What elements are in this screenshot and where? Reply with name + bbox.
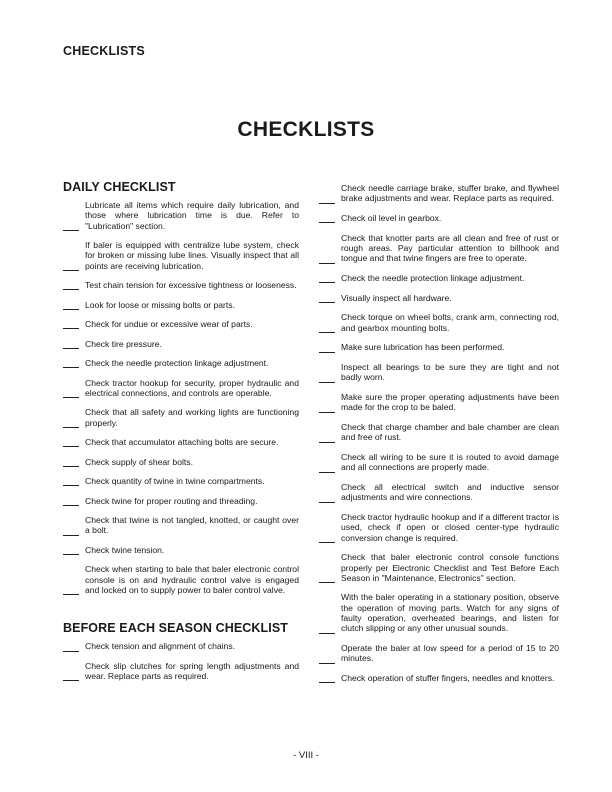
season-checklist (63, 641, 299, 681)
checkbox-blank (319, 673, 335, 683)
checkbox-blank (319, 654, 335, 664)
checklist-item (63, 300, 299, 310)
page-number: - VIII - (293, 750, 319, 761)
checklist-item (319, 392, 559, 413)
checklist-item (63, 564, 299, 595)
checklist-item-text: Check slip clutches for spring length adjustments and wear. Replace parts as required. (85, 660, 299, 682)
checklist-item (319, 183, 559, 204)
checkbox-blank (319, 213, 335, 223)
checkbox-blank (319, 403, 335, 413)
checklist-item-text: Make sure the proper operating adjustments have been made for the crop to be baled. (341, 391, 559, 413)
checklist-item (63, 200, 299, 231)
checklist-item-text: Check that all safety and working lights are functioning properly. (85, 407, 299, 428)
checklist-item-text: Check all electrical switch and inductive sensor adjustments and wire connections. (341, 481, 559, 503)
checklist-item-text: Check when starting to bale that baler electronic control console is on and hydraulic control valve is engaged and locked on to supply power to baler control valve. (85, 564, 299, 595)
checklist-item (63, 378, 299, 399)
checklist-item (63, 319, 299, 329)
checkbox-blank (63, 319, 79, 329)
checkbox-blank (63, 437, 79, 447)
checklist-item-text: Check twine for proper routing and threading. (85, 495, 258, 506)
checklist-item-text: Lubricate all items which require daily lubrication, and those where lubrication time is due. Refer to "Lubrication" section. (85, 200, 299, 231)
checklist-item-text: Check tractor hookup for security, proper hydraulic and electrical connections, and controls are operable. (85, 377, 299, 398)
checkbox-blank (63, 358, 79, 368)
checklist-item (319, 342, 559, 352)
checklist-item-text: Check the needle protection linkage adjustment. (85, 358, 269, 369)
checklist-item (63, 496, 299, 506)
checklist-item (63, 545, 299, 555)
checkbox-blank (63, 418, 79, 428)
checkbox-blank (63, 339, 79, 349)
daily-checklist (63, 200, 299, 595)
checklist-item-text: Check supply of shear bolts. (85, 456, 193, 467)
checkbox-blank (319, 573, 335, 583)
checkbox-blank (63, 545, 79, 555)
checklist-item-text: Test chain tension for excessive tightness or looseness. (85, 280, 297, 291)
checklist-item-text: Check that accumulator attaching bolts are secure. (85, 437, 279, 448)
checkbox-blank (63, 671, 79, 681)
checkbox-blank (63, 496, 79, 506)
checklist-item (319, 213, 559, 223)
checklist-item (63, 476, 299, 486)
checklist-item (63, 437, 299, 447)
checklist-item (63, 358, 299, 368)
checkbox-blank (319, 323, 335, 333)
checklist-item-text: If baler is equipped with centralize lube system, check for broken or missing lube lines. Visually inspect that all points are receiving lubrication. (85, 240, 299, 271)
checkbox-blank (63, 585, 79, 595)
checklist-item (319, 643, 559, 664)
checklist-item-text: Check for undue or excessive wear of parts. (85, 319, 253, 330)
checkbox-blank (319, 533, 335, 543)
checklist-item-text: Check tire pressure. (85, 338, 162, 349)
left-column (63, 180, 299, 691)
checkbox-blank (319, 624, 335, 634)
checklist-item (319, 673, 559, 683)
season-checklist-continued (319, 183, 559, 683)
checklist-item-text: Check torque on wheel bolts, crank arm, connecting rod, and gearbox mounting bolts. (341, 312, 559, 333)
checklist-item-text: Look for loose or missing bolts or parts. (85, 299, 235, 310)
checklist-item-text: Check quantity of twine in twine compartments. (85, 476, 265, 487)
checklist-item (63, 280, 299, 290)
checklist-item (319, 233, 559, 264)
checklist-item (63, 339, 299, 349)
checkbox-blank (319, 194, 335, 204)
checklist-item-text: Check all wiring to be sure it is routed to avoid damage and all connections are properly made. (341, 451, 559, 473)
checklist-item-text: Check operation of stuffer fingers, needles and knotters. (341, 673, 555, 684)
checkbox-blank (63, 457, 79, 467)
checkbox-blank (63, 388, 79, 398)
checklist-item-text: Visually inspect all hardware. (341, 292, 452, 303)
right-column (319, 183, 559, 693)
checklist-item (319, 482, 559, 503)
checklist-item-text: Check that baler electronic control console functions properly per Electronic Checklist and Test Before Each Season in "Maintenance, Electronics" section. (341, 552, 559, 583)
checkbox-blank (319, 343, 335, 353)
checklist-item-text: Check tractor hydraulic hookup and if a different tractor is used, check if open or closed center-type hydraulic conversion change is required. (341, 511, 559, 543)
checklist-item (319, 312, 559, 333)
checkbox-blank (63, 221, 79, 231)
checklist-item-text: Check that charge chamber and bale chamber are clean and free of rust. (341, 421, 559, 443)
checkbox-blank (319, 293, 335, 303)
checklist-item-text: Check that twine is not tangled, knotted, or caught over a bolt. (85, 515, 299, 536)
daily-checklist-heading: DAILY CHECKLIST (63, 180, 176, 194)
checklist-item (319, 422, 559, 443)
checkbox-blank (63, 642, 79, 652)
checklist-item-text: Make sure lubrication has been performed. (341, 342, 505, 353)
checkbox-blank (63, 476, 79, 486)
checklist-item (319, 512, 559, 543)
checklist-item (63, 661, 299, 682)
page-title: CHECKLISTS (237, 118, 375, 141)
checklist-item-text: Check needle carriage brake, stuffer brake, and flywheel brake adjustments and wear. Replace parts as required. (341, 183, 559, 204)
checkbox-blank (63, 280, 79, 290)
checklist-item (319, 452, 559, 473)
checklist-item-text: Check the needle protection linkage adjustment. (341, 272, 525, 283)
checkbox-blank (63, 300, 79, 310)
checklist-item (319, 592, 559, 633)
checklist-item-text: Check that knotter parts are all clean and free of rust or rough areas. Pay particular attention to billhook and tongue and that twine fingers are free to operate. (341, 232, 559, 264)
checklist-item-text: With the baler operating in a stationary position, observe the operation of moving parts. Watch for any signs of faulty operation, overheated bearings, and listen for clutch slipping or any other unusual sounds. (341, 592, 559, 634)
checklist-item-text: Operate the baler at low speed for a period of 15 to 20 minutes. (341, 643, 559, 664)
running-header: CHECKLISTS (63, 44, 145, 58)
checklist-item (319, 293, 559, 303)
season-checklist-heading: BEFORE EACH SEASON CHECKLIST (63, 621, 289, 636)
checklist-item (319, 552, 559, 583)
checklist-item-text: Check twine tension. (85, 544, 165, 555)
checkbox-blank (319, 373, 335, 383)
checklist-item (319, 273, 559, 283)
checkbox-blank (319, 433, 335, 443)
checkbox-blank (319, 273, 335, 283)
checklist-item (319, 362, 559, 383)
checkbox-blank (63, 261, 79, 271)
checklist-item (63, 457, 299, 467)
checklist-item-text: Check tension and alignment of chains. (85, 641, 236, 652)
checklist-item (63, 641, 299, 651)
checklist-item (63, 407, 299, 428)
checklist-item-text: Inspect all bearings to be sure they are tight and not badly worn. (341, 362, 559, 383)
checklist-item (63, 240, 299, 271)
checklist-item-text: Check oil level in gearbox. (341, 212, 442, 223)
checkbox-blank (319, 254, 335, 264)
checkbox-blank (319, 493, 335, 503)
checkbox-blank (63, 526, 79, 536)
checklist-item (63, 515, 299, 536)
checkbox-blank (319, 463, 335, 473)
